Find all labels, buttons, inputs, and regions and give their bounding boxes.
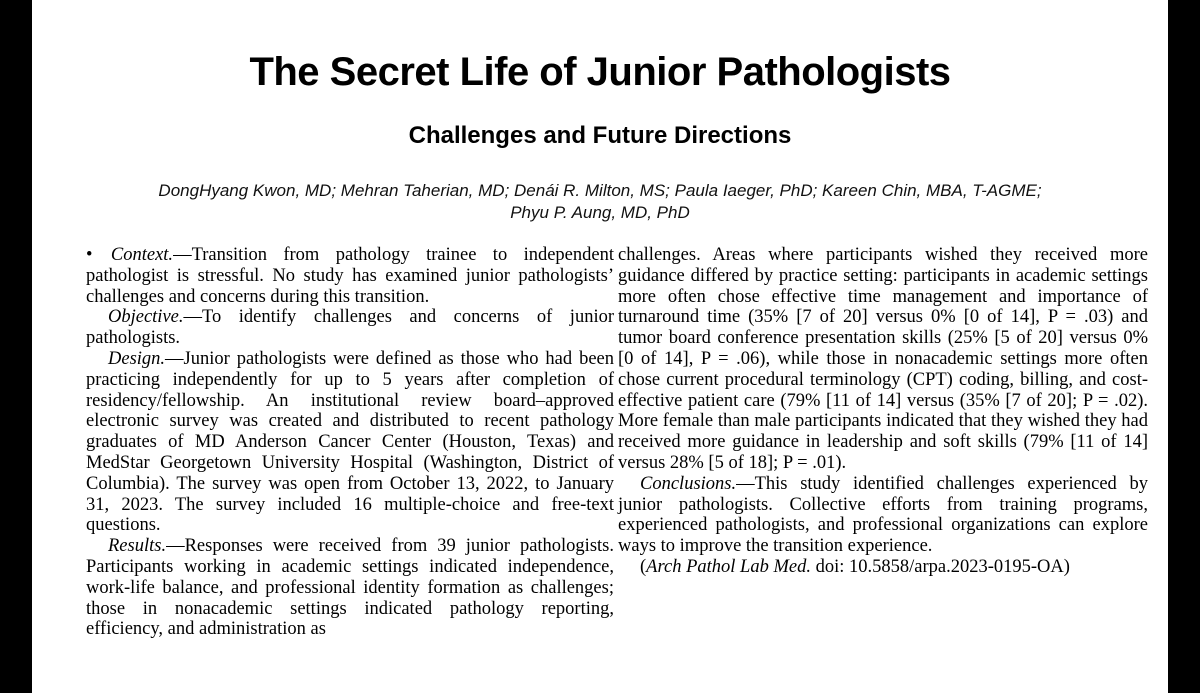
citation-paragraph [618, 557, 1148, 578]
design-label: Design. [108, 348, 166, 369]
article-title: The Secret Life of Junior Pathologists [249, 50, 951, 94]
context-label: Context. [110, 245, 174, 265]
context-text: —Transition from pathology trainee to independent pathologist is stressful. No study has examined junior pathologists’ challenges and concerns during this transition. [86, 245, 614, 307]
authors-line-2: Phyu P. Aung, MD, PhD [510, 203, 690, 222]
results-text-right: challenges. Areas where participants wished they received more guidance differed by practice setting: participants in academic settings more often chose effective time management and importance of turnaround time (35% [7 of 20] versus 0% [0 of 14], P = .03) and tumor board conference presentation skills (25% [5 of 20] versus 0% [0 of 14], P = .06), while those in nonacademic settings more often chose current procedural terminology (CPT) coding, billing, and cost-effective patient care (79% [11 of 14] versus (35% [7 of 20]; P = .02). More female than male participants indicated that they wished they had received more guidance in leadership and soft skills (79% [11 of 14] versus 28% [5 of 18]; P = .01). [618, 245, 1148, 473]
objective-paragraph [86, 307, 614, 349]
bullet-icon: • [86, 245, 93, 265]
abstract-left-column [86, 245, 614, 640]
citation-journal: Arch Pathol Lab Med. [646, 556, 811, 577]
article-subtitle: Challenges and Future Directions [408, 122, 792, 149]
conclusions-label: Conclusions. [640, 473, 737, 494]
authors-line-1: DongHyang Kwon, MD; Mehran Taherian, MD; Denái R. Milton, MS; Paula Iaeger, PhD; Kareen Chin, MBA, T-AGME; [158, 181, 1042, 200]
results-continuation-paragraph [618, 245, 1148, 474]
results-text-left: —Responses were received from 39 junior pathologists. Participants working in academic settings indicated independence, work-life balance, and professional identity formation as challenges; those in nonacademic settings indicated pathology reporting, efficiency, and administration as [86, 536, 614, 640]
context-paragraph [86, 245, 614, 307]
citation-open: ( [640, 556, 647, 577]
conclusions-paragraph [618, 474, 1148, 557]
objective-label: Objective. [108, 307, 184, 328]
article-page [32, 0, 1168, 693]
abstract-right-column [618, 245, 1148, 578]
citation-doi: doi: 10.5858/arpa.2023-0195-OA) [810, 556, 1070, 577]
conclusions-text: —This study identified challenges experienced by junior pathologists. Collective efforts from training programs, experienced pathologists, and professional organizations can explore ways to improve the transition experience. [618, 473, 1148, 557]
results-paragraph [86, 536, 614, 640]
design-paragraph [86, 349, 614, 536]
results-label: Results. [108, 536, 167, 557]
author-list [92, 180, 1108, 224]
design-text: —Junior pathologists were defined as those who had been practicing independently for up to 5 years after completion of residency/fellowship. An institutional review board–approved electronic survey was created and distributed to recent pathology graduates of MD Anderson Cancer Center (Houston, Texas) and MedStar Georgetown University Hospital (Washington, District of Columbia). The survey was open from October 13, 2022, to January 31, 2023. The survey included 16 multiple-choice and free-text questions. [86, 348, 614, 536]
objective-text: —To identify challenges and concerns of junior pathologists. [86, 307, 614, 349]
